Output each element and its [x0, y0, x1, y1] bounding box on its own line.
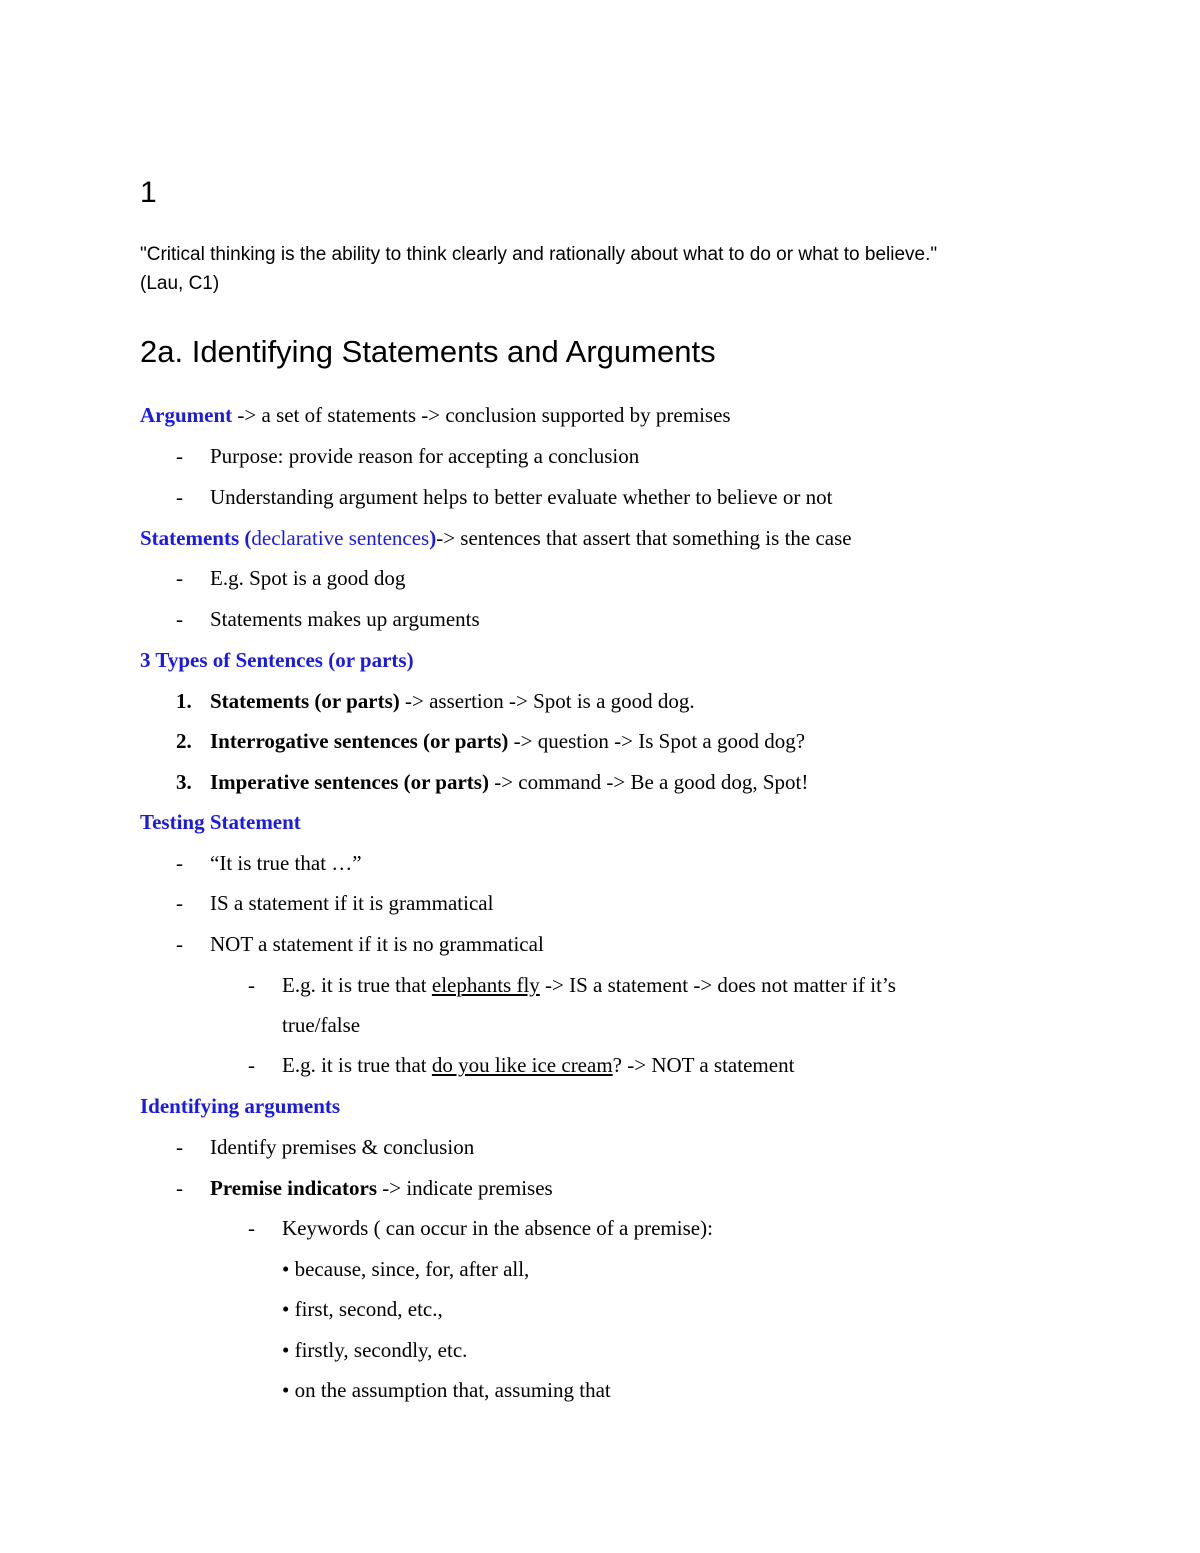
list-item: NOT a statement if it is no grammatical — [210, 932, 544, 956]
numbered-item — [210, 689, 695, 714]
keyword-line: • because, since, for, after all, — [282, 1257, 530, 1281]
item-term: Interrogative sentences (or parts) — [210, 729, 509, 753]
numbered-item — [210, 729, 805, 754]
example-underlined: elephants fly — [431, 973, 540, 997]
list-item: E.g. Spot is a good dog — [210, 566, 406, 590]
list-item: Identify premises & conclusion — [210, 1135, 475, 1159]
example-underlined: do you like ice cream — [431, 1053, 613, 1077]
example-text: ? -> NOT a statement — [612, 1053, 795, 1077]
item-term: Imperative sentences (or parts) — [210, 770, 489, 794]
dash-bullet: - — [248, 1053, 255, 1077]
argument-definition — [140, 403, 731, 428]
statements-term-close: ) — [429, 526, 437, 550]
example-item — [282, 1053, 794, 1078]
page-number: 1 — [140, 176, 157, 209]
section-heading: 2a. Identifying Statements and Arguments — [140, 334, 716, 369]
example-text: E.g. it is true that — [282, 973, 432, 997]
premise-indicators-text: -> indicate premises — [377, 1176, 553, 1200]
dash-bullet: - — [176, 851, 183, 875]
dash-bullet: - — [176, 566, 183, 590]
statements-text: -> sentences that assert that something is the case — [436, 526, 852, 550]
list-item: Statements makes up arguments — [210, 607, 480, 631]
list-item — [210, 1176, 553, 1201]
testing-heading: Testing Statement — [140, 810, 301, 834]
statements-subterm: declarative sentences — [251, 526, 430, 550]
example-text: -> IS a statement -> does not matter if it’s — [539, 973, 896, 997]
keywords-label: Keywords ( can occur in the absence of a premise): — [282, 1216, 713, 1240]
premise-indicators-term: Premise indicators — [210, 1176, 377, 1200]
dash-bullet: - — [176, 891, 183, 915]
item-term: Statements (or parts) — [210, 689, 400, 713]
statements-term: Statements ( — [140, 526, 252, 550]
numbered-item — [210, 770, 808, 795]
list-item: IS a statement if it is grammatical — [210, 891, 494, 915]
list-number: 2. — [176, 729, 192, 753]
dash-bullet: - — [176, 607, 183, 631]
dash-bullet: - — [176, 932, 183, 956]
list-number: 3. — [176, 770, 192, 794]
argument-term: Argument — [140, 403, 233, 427]
example-continuation: true/false — [282, 1013, 361, 1037]
identifying-heading: Identifying arguments — [140, 1094, 341, 1118]
argument-text: -> a set of statements -> conclusion supported by premises — [232, 403, 731, 427]
list-number: 1. — [176, 689, 192, 713]
example-text: E.g. it is true that — [282, 1053, 432, 1077]
dash-bullet: - — [248, 1216, 255, 1240]
keyword-line: • firstly, secondly, etc. — [282, 1338, 468, 1362]
keyword-line: • on the assumption that, assuming that — [282, 1378, 611, 1402]
dash-bullet: - — [176, 1176, 183, 1200]
item-text: -> question -> Is Spot a good dog? — [508, 729, 806, 753]
dash-bullet: - — [248, 973, 255, 997]
dash-bullet: - — [176, 1135, 183, 1159]
list-item: “It is true that …” — [210, 851, 362, 875]
item-text: -> command -> Be a good dog, Spot! — [488, 770, 809, 794]
dash-bullet: - — [176, 485, 183, 509]
types-heading: 3 Types of Sentences (or parts) — [140, 648, 414, 672]
list-item: Purpose: provide reason for accepting a conclusion — [210, 444, 640, 468]
dash-bullet: - — [176, 444, 183, 468]
statements-definition — [140, 526, 852, 551]
item-text: -> assertion -> Spot is a good dog. — [399, 689, 695, 713]
list-item: Understanding argument helps to better evaluate whether to believe or not — [210, 485, 833, 509]
quote-citation: (Lau, C1) — [140, 273, 220, 294]
example-item — [282, 973, 896, 998]
keyword-line: • first, second, etc., — [282, 1297, 443, 1321]
quote-line: "Critical thinking is the ability to think clearly and rationally about what to do or what to believe." — [140, 244, 938, 265]
